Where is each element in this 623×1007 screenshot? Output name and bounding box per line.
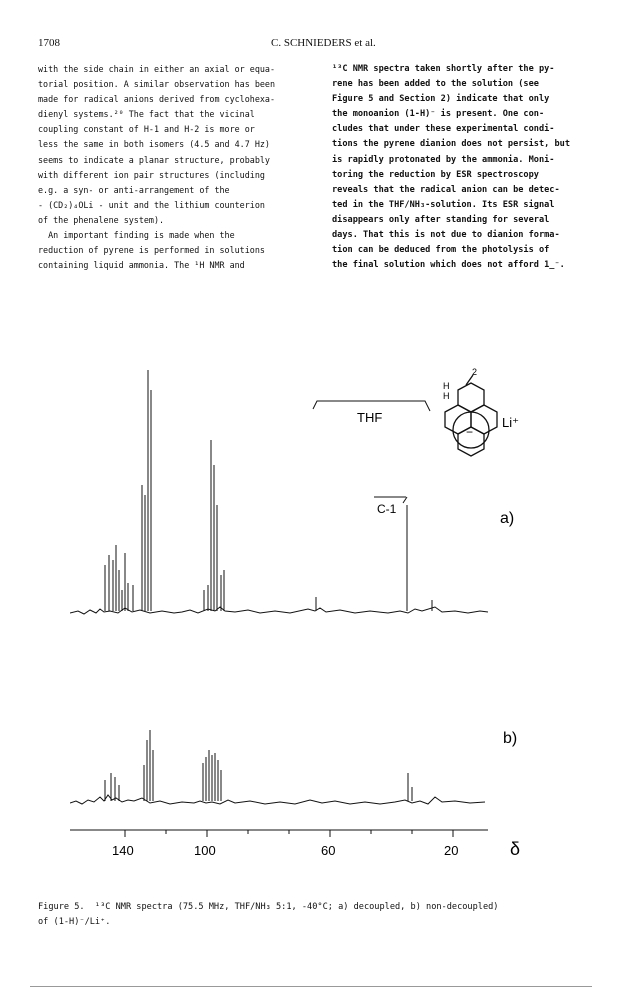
text-line: with the side chain in either an axial or equa-	[38, 64, 275, 74]
running-head: C. SCHNIEDERS et al.	[271, 37, 376, 49]
text-line: toring the reduction by ESR spectroscopy	[332, 169, 539, 180]
spectrum-a-peaks	[105, 370, 432, 611]
text-line: - (CD₂)₄OLi - unit and the lithium counterion	[38, 199, 265, 210]
tick-label: 20	[444, 843, 459, 858]
delta-symbol: δ	[510, 839, 521, 859]
text-line: reveals that the radical anion can be detec-	[332, 184, 560, 195]
text-line: disappears only after standing for several	[332, 214, 550, 225]
text-line: days. That this is not due to dianion forma-	[332, 230, 560, 241]
text-line: less the same in both isomers (4.5 and 4.7 Hz)	[38, 139, 270, 150]
page-number: 1708	[38, 37, 60, 49]
figure-caption	[38, 900, 598, 930]
text-line: seems to indicate a planar structure, probably	[38, 154, 270, 165]
c1-label: C-1	[377, 502, 397, 516]
left-column	[38, 62, 306, 273]
tick-label: 60	[321, 843, 336, 858]
text-line: tion can be deduced from the photolysis of	[332, 245, 550, 256]
panel-b-label: b)	[503, 730, 518, 747]
text-line: the final solution which does not afford 1̲⁻.	[332, 260, 565, 271]
text-line: rene has been added to the solution (see	[332, 79, 539, 90]
delta-axis	[70, 830, 488, 837]
text-line: dienyl systems.²⁰ The fact that the vicinal	[38, 109, 255, 120]
text-line: coupling constant of H-1 and H-2 is more or	[38, 124, 255, 135]
nmr-figure	[70, 345, 600, 870]
caption-line: of (1-H)⁻/Li⁺.	[38, 917, 111, 928]
pyrene-anion-structure	[445, 375, 497, 456]
text-line: Figure 5 and Section 2) indicate that only	[332, 94, 550, 105]
text-line: made for radical anions derived from cyclohexa-	[38, 94, 275, 105]
h-label: H	[443, 391, 450, 401]
text-line: torial position. A similar observation has been	[38, 79, 275, 90]
panel-a-label: a)	[500, 510, 515, 527]
text-line: ¹³C NMR spectra taken shortly after the py-	[332, 64, 555, 74]
text-line: with different ion pair structures (including	[38, 169, 265, 180]
text-line: of the phenalene system).	[38, 214, 165, 225]
lithium-label: Li⁺	[502, 415, 519, 430]
thf-label: THF	[357, 410, 383, 425]
text-line: ted in the THF/NH₃-solution. Its ESR signal	[332, 199, 555, 210]
text-line: e.g. a syn- or anti-arrangement of the	[38, 184, 230, 195]
caption-line: Figure 5. ¹³C NMR spectra (75.5 MHz, THF/NH₃ 5:1, -40°C; a) decoupled, b) non-decoupled)	[38, 902, 499, 912]
nmr-spectra-drawing	[70, 345, 600, 870]
c1-pointer	[403, 497, 407, 503]
text-line: containing liquid ammonia. The ¹H NMR and	[38, 260, 245, 271]
text-line: tions the pyrene dianion does not persist, but	[332, 139, 570, 150]
text-line: reduction of pyrene is performed in solutions	[38, 245, 265, 256]
text-line: the monoanion (1-H)⁻ is present. One con-	[332, 109, 545, 120]
spectrum-b-baseline	[70, 795, 485, 804]
text-line: An important finding is made when the	[38, 230, 235, 241]
negative-charge: −	[466, 425, 474, 439]
position-2-label: 2	[472, 367, 478, 377]
tick-label: 140	[112, 843, 134, 858]
spectrum-b-peaks	[105, 730, 412, 801]
h-label: H	[443, 381, 450, 391]
tick-label: 100	[194, 843, 216, 858]
right-column	[332, 62, 594, 273]
text-line: is rapidly protonated by the ammonia. Moni-	[332, 154, 555, 165]
footer-rule	[30, 986, 592, 987]
text-line: cludes that under these experimental condi-	[332, 124, 555, 135]
page-header	[38, 37, 593, 53]
